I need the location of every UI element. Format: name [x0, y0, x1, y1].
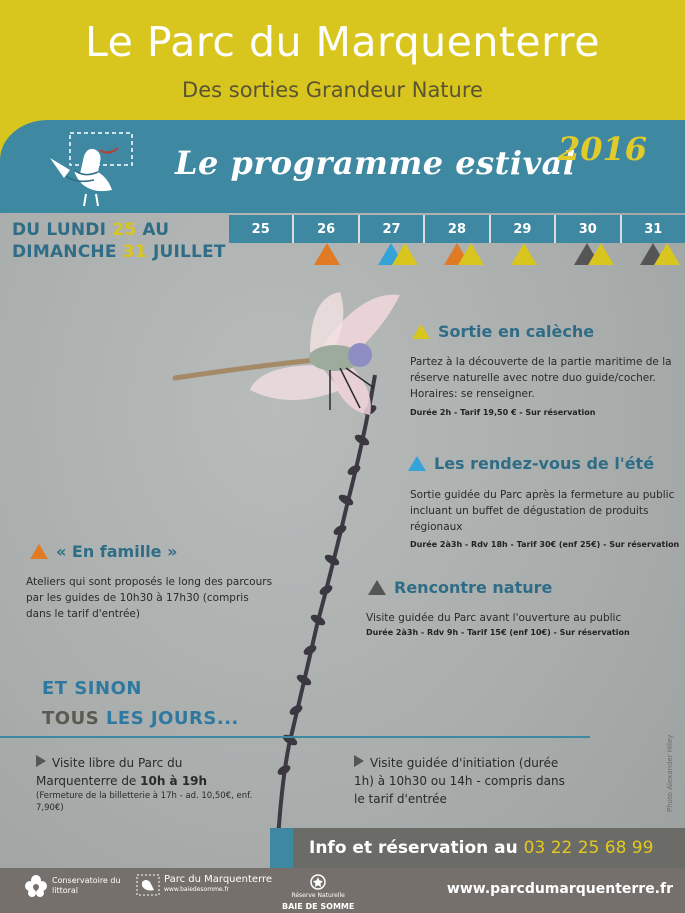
rendezvous-detail: Durée 2à3h - Rdv 18h - Tarif 30€ (enf 25€) - Sur réservation: [410, 540, 680, 549]
info-bar-accent: [270, 828, 293, 868]
date-line-2: DIMANCHE 31 JUILLET: [12, 242, 226, 262]
day-cell: 27: [360, 215, 425, 243]
rendezvous-title: Les rendez-vous de l'été: [408, 454, 654, 473]
play-arrow-icon: [354, 755, 364, 767]
conservatoire-logo: Conservatoire du littoral: [24, 874, 122, 898]
phone-number[interactable]: 03 22 25 68 99: [523, 838, 654, 858]
caleche-description: Partez à la découverte de la partie maritime de la réserve naturelle avec notre duo guide/cocher. Horaires: se renseigner.: [410, 356, 672, 400]
rencontre-title: Rencontre nature: [368, 578, 552, 597]
sinon-subheading: TOUS LES JOURS...: [42, 708, 239, 729]
famille-marker-icon: [314, 243, 340, 265]
flower-icon: [24, 874, 48, 898]
caleche-marker-icon: [458, 243, 484, 265]
reserve-logo: Réserve Naturelle BAIE DE SOMME: [282, 874, 354, 912]
day-cell: 31: [622, 215, 685, 243]
photo-credit: Photo Alexander Hiley: [666, 734, 674, 812]
caleche-marker-icon: [588, 243, 614, 265]
day-cell: 25: [229, 215, 294, 243]
sinon-heading: ET SINON: [42, 678, 142, 699]
famille-title: « En famille »: [30, 542, 177, 561]
rencontre-triangle-icon: [368, 580, 386, 595]
rencontre-detail: Durée 2à3h - Rdv 9h - Tarif 15€ (enf 10€) - Sur réservation: [366, 628, 630, 637]
daily-visit-free: Visite libre du Parc du Marquenterre de 10h à 19h (Fermeture de la billetterie à 17h - ad. 10,50€, enf. 7,90€): [36, 756, 253, 813]
day-cell: 30: [556, 215, 621, 243]
rendezvous-description: Sortie guidée du Parc après la fermeture au public incluant un buffet de dégustation de produits régionaux: [410, 489, 675, 533]
caleche-triangle-icon: [412, 324, 430, 339]
caleche-marker-icon: [511, 243, 537, 265]
info-text: Info et réservation au 03 22 25 68 99: [309, 838, 654, 858]
day-cell: 28: [425, 215, 490, 243]
famille-description: Ateliers qui sont proposés le long des parcours par les guides de 10h30 à 17h30 (compris dans le tarif d'entrée): [26, 576, 273, 620]
caleche-detail: Durée 2h - Tarif 19,50 € - Sur réservation: [410, 408, 596, 417]
caleche-marker-icon: [654, 243, 680, 265]
famille-triangle-icon: [30, 544, 48, 559]
daily-visit-guided: Visite guidée d'initiation (durée 1h) à 10h30 ou 14h - compris dans le tarif d'entrée: [354, 756, 565, 806]
date-line-1: DU LUNDI 25 AU: [12, 220, 170, 240]
play-arrow-icon: [36, 755, 46, 767]
bird-small-icon: [136, 874, 160, 896]
star-emblem-icon: [307, 874, 329, 890]
rencontre-description: Visite guidée du Parc avant l'ouverture au public: [366, 612, 622, 624]
footer: [0, 868, 685, 913]
program-title: Le programme estival: [175, 144, 576, 182]
day-cell: 26: [294, 215, 359, 243]
info-bar: [293, 828, 685, 868]
bird-logo-icon: [40, 128, 140, 208]
day-strip: [229, 215, 685, 243]
page-title: Le Parc du Marquenterre: [85, 18, 600, 66]
page-subtitle: Des sorties Grandeur Nature: [182, 78, 483, 102]
divider: [0, 736, 590, 738]
day-cell: 29: [491, 215, 556, 243]
caleche-marker-icon: [392, 243, 418, 265]
program-year: 2016: [558, 130, 648, 168]
marquenterre-logo: Parc du Marquenterre www.baiedesomme.fr: [136, 874, 272, 896]
website-link[interactable]: www.parcdumarquenterre.fr: [446, 881, 673, 897]
rendezvous-triangle-icon: [408, 456, 426, 471]
caleche-title: Sortie en calèche: [412, 322, 594, 341]
